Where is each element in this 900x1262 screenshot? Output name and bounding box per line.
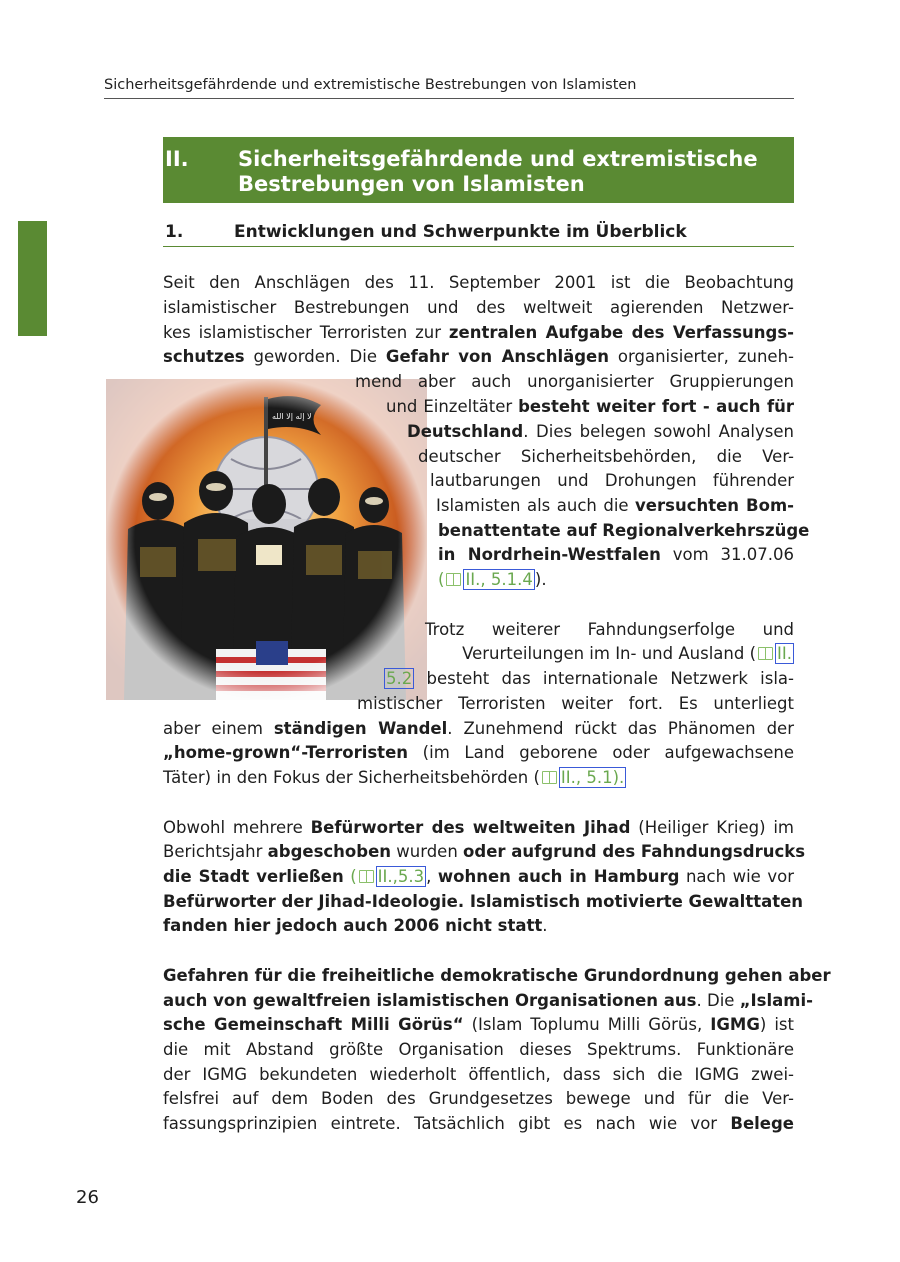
section-heading	[163, 222, 794, 247]
emphasis: oder aufgrund des Fahndungsdrucks	[463, 842, 806, 861]
emphasis: auch von gewaltfreien islamistischen Organisationen aus	[163, 991, 697, 1010]
paragraph-line	[384, 667, 794, 691]
section-number: 1.	[165, 222, 184, 242]
book-icon	[446, 573, 461, 586]
paragraph-line	[163, 741, 794, 765]
cross-reference-link[interactable]: 5.2	[386, 669, 413, 688]
text-run: ,	[426, 867, 438, 886]
text-run: . Zunehmend rückt das Phänomen der	[447, 719, 794, 738]
emphasis: Belege	[730, 1114, 794, 1133]
text-run: vom 31.07.06	[660, 545, 794, 564]
emphasis: abgeschoben	[267, 842, 392, 861]
text-run: (Islam Toplumu Milli Görüs,	[463, 1015, 711, 1034]
emphasis: schutzes	[163, 347, 245, 366]
paragraph-line	[163, 321, 794, 345]
paragraph-line	[163, 345, 794, 369]
paragraph-line	[386, 395, 794, 419]
emphasis: Befürworter des weltweiten Jihad	[310, 818, 631, 837]
paragraph-line	[163, 840, 806, 864]
emphasis: Gefahr von Anschlägen	[385, 347, 609, 366]
chapter-side-marker	[18, 221, 47, 336]
paragraph-line	[163, 865, 794, 889]
paragraph-line	[163, 1013, 794, 1037]
paragraph-line: Trotz weiterer Fahndungserfolge und	[425, 620, 794, 639]
text-run: .	[542, 916, 548, 935]
emphasis: wohnen auch in Hamburg	[437, 867, 680, 886]
emphasis: Befürworter der Jihad-Ideologie. Islamistisch motivierte Gewalttaten	[163, 892, 804, 911]
text-run: besteht das internationale Netzwerk isla-	[414, 669, 794, 688]
cross-reference-link[interactable]: II.	[777, 644, 792, 663]
chapter-title-line: Bestrebungen von Islamisten	[238, 172, 585, 196]
book-icon	[758, 647, 773, 660]
book-icon	[542, 771, 557, 784]
paragraph-line: felsfrei auf dem Boden des Grundgesetzes bewege und für die Ver-	[163, 1089, 794, 1108]
text-run: wurden	[391, 842, 464, 861]
chapter-title	[238, 147, 758, 197]
emphasis: Gefahren für die freiheitliche demokratische Grundordnung gehen aber	[163, 966, 831, 985]
paragraph-line: islamistischer Bestrebungen und des weltweit agierenden Netzwer-	[163, 298, 794, 317]
cross-reference-link[interactable]: II., 5.1.4	[465, 570, 533, 589]
paragraph-line	[407, 420, 794, 444]
cross-reference-link[interactable]: II.,5.3	[377, 867, 425, 886]
paragraph-line: deutscher Sicherheitsbehörden, die Ver-	[418, 447, 794, 466]
paragraph-line	[438, 568, 794, 592]
paragraph-line: mend aber auch unorganisierter Gruppierungen	[355, 372, 794, 391]
text-run: Berichtsjahr	[163, 842, 268, 861]
emphasis: versuchten Bom-	[635, 496, 794, 515]
paragraph-line: mistischer Terroristen weiter fort. Es unterliegt	[357, 694, 794, 713]
paragraph-line	[438, 543, 794, 567]
paragraph-line	[163, 766, 794, 790]
masked-militants-photo	[106, 379, 427, 700]
text-run: (im Land geborene oder aufgewachsene	[408, 743, 794, 762]
text-run: Islamisten als auch die	[436, 496, 636, 515]
paragraph-line: der IGMG bekundeten wiederholt öffentlich, dass sich die IGMG zwei-	[163, 1065, 794, 1084]
paragraph-line	[436, 494, 794, 518]
text-run: ) ist	[759, 1015, 794, 1034]
text-run: fassungsprinzipien eintrete. Tatsächlich gibt es nach wie vor	[163, 1114, 731, 1133]
emphasis: in Nordrhein-Westfalen	[438, 545, 661, 564]
emphasis: benattentate auf Regionalverkehrszüge	[438, 521, 810, 540]
text-run: . Die	[696, 991, 740, 1010]
emphasis: IGMG	[710, 1015, 760, 1034]
book-icon	[359, 870, 374, 883]
paragraph-line: Seit den Anschlägen des 11. September 2001 ist die Beobachtung	[163, 273, 794, 292]
chapter-heading-box	[163, 137, 794, 203]
emphasis: zentralen Aufgabe des Verfassungs-	[448, 323, 794, 342]
section-title: Entwicklungen und Schwerpunkte im Überblick	[234, 222, 687, 242]
emphasis: „home-grown“-Terroristen	[163, 743, 409, 762]
text-run: Verurteilungen im In- und Ausland (	[462, 644, 757, 663]
cross-reference-link[interactable]: II., 5.1).	[560, 768, 625, 787]
paragraph-line	[163, 914, 794, 938]
paragraph-line	[163, 964, 831, 988]
paragraph-line	[163, 989, 813, 1013]
photo-illustration	[106, 379, 427, 700]
text-run: Täter) in den Fokus der Sicherheitsbehörden (	[163, 768, 540, 787]
ref-open-paren: (	[438, 570, 445, 589]
paragraph-line	[163, 1112, 794, 1136]
text-run: geworden. Die	[244, 347, 386, 366]
emphasis: „Islami-	[739, 991, 813, 1010]
paragraph-line	[163, 717, 794, 741]
running-header: Sicherheitsgefährdende und extremistische Bestrebungen von Islamisten	[104, 77, 794, 99]
page-number: 26	[76, 1187, 99, 1208]
chapter-title-line: Sicherheitsgefährdende und extremistische	[238, 147, 758, 171]
emphasis: ständigen Wandel	[273, 719, 448, 738]
paragraph-line	[396, 642, 794, 666]
emphasis: besteht weiter fort - auch für	[518, 397, 795, 416]
emphasis: fanden hier jedoch auch 2006 nicht statt	[163, 916, 543, 935]
ref-open-paren: (	[343, 867, 357, 886]
soft-edge-vignette	[106, 379, 427, 700]
paragraph-line	[163, 890, 804, 914]
emphasis: sche Gemeinschaft Milli Görüs“	[163, 1015, 464, 1034]
emphasis: Deutschland	[407, 422, 524, 441]
text-run: aber einem	[163, 719, 274, 738]
text-run: nach wie vor	[679, 867, 794, 886]
chapter-number: II.	[165, 147, 189, 171]
text-run: . Dies belegen sowohl Analysen	[523, 422, 794, 441]
text-run: und Einzeltäter	[386, 397, 519, 416]
text-run: (Heiliger Krieg) im	[630, 818, 794, 837]
paragraph-line	[163, 816, 794, 840]
text-run: ).	[534, 570, 547, 589]
paragraph-line: die mit Abstand größte Organisation dieses Spektrums. Funktionäre	[163, 1040, 794, 1059]
text-run: Obwohl mehrere	[163, 818, 311, 837]
emphasis: die Stadt verließen	[163, 867, 344, 886]
paragraph-line	[438, 519, 810, 543]
text-run: kes islamistischer Terroristen zur	[163, 323, 449, 342]
text-run: organisierter, zuneh-	[608, 347, 794, 366]
paragraph-line: lautbarungen und Drohungen führender	[430, 471, 794, 490]
